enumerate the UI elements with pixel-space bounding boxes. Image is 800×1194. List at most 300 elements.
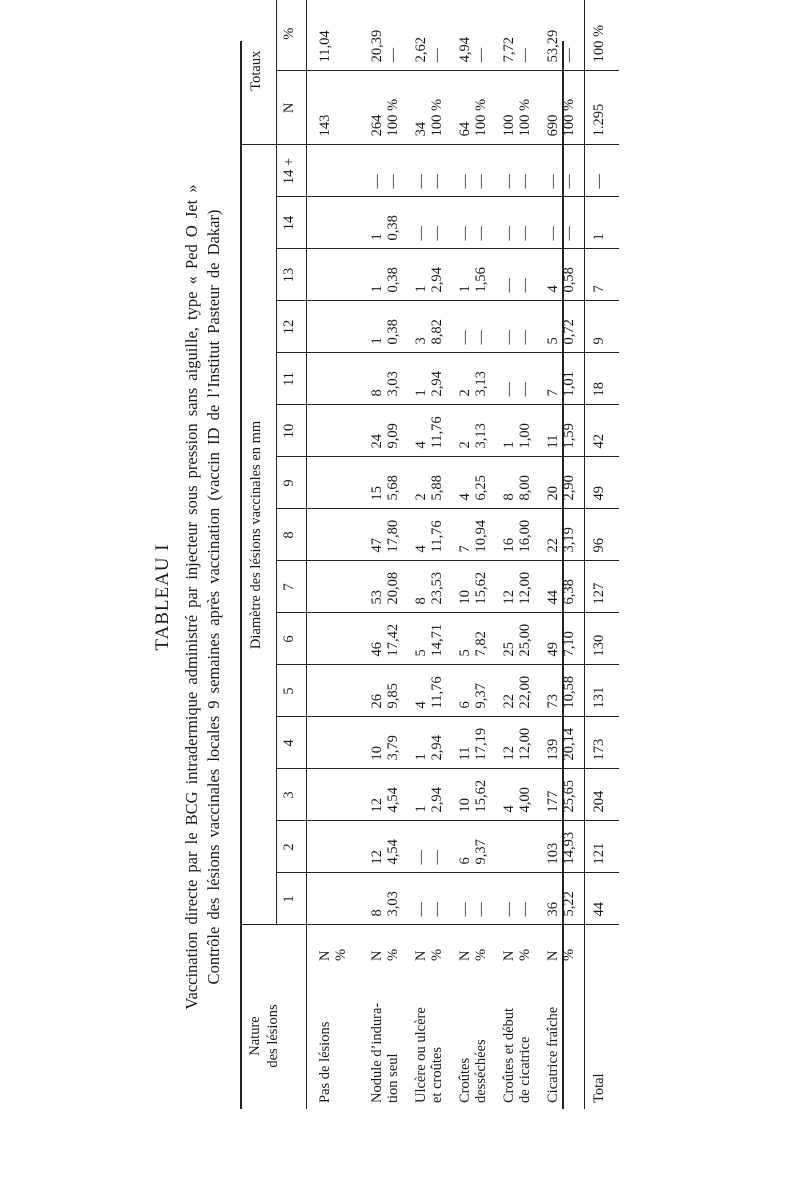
table-cell-line1: — <box>368 174 385 189</box>
diameter-col-header: 12 <box>277 301 307 353</box>
row-unit-line1: N <box>500 950 517 961</box>
table-cell-line2: 3,13 <box>472 371 489 397</box>
table-cell-line2: — <box>516 226 533 241</box>
table-cell-line1: 1 <box>412 285 429 293</box>
table-cell <box>541 561 585 613</box>
total-cell: 1 <box>585 197 619 249</box>
table-cell <box>497 873 541 925</box>
table-cell-line1: 7 <box>456 545 473 553</box>
total-pct-cell-line2: — <box>384 47 401 63</box>
table-cell-line2: 15,62 <box>472 571 489 605</box>
table-cell-line1: 22 <box>544 538 561 553</box>
table-cell <box>365 353 409 405</box>
nature-header-line2: des lésions <box>265 1004 281 1068</box>
table-cell-line2: 9,37 <box>472 683 489 709</box>
total-pct-cell-line1: 7,72 <box>500 37 517 63</box>
table-cell-line1: — <box>456 226 473 241</box>
row-unit-line2: % <box>516 948 533 961</box>
diameter-col-header: 11 <box>277 353 307 405</box>
table-cell-line1: — <box>544 174 561 189</box>
table-cell-line2: 3,19 <box>560 527 577 553</box>
total-pct-cell-line2: — <box>516 47 533 63</box>
total-cell: 49 <box>585 457 619 509</box>
total-n-cell-line1: 100 <box>500 114 517 137</box>
table-cell <box>409 405 453 457</box>
table-cell-line2: 16,00 <box>516 519 533 553</box>
table-cell <box>497 717 541 769</box>
total-cell: 121 <box>585 821 619 873</box>
table-cell-line2: 9,37 <box>472 839 489 865</box>
table-cell-line1: 4 <box>412 701 429 709</box>
table-cell <box>365 301 409 353</box>
diameter-col-header: 10 <box>277 405 307 457</box>
table-cell-line2: 5,22 <box>560 891 577 917</box>
table-cell <box>365 665 409 717</box>
table-cell-line1: 12 <box>368 850 385 865</box>
row-unit-line2: % <box>384 948 401 961</box>
diameter-col-header: 13 <box>277 249 307 301</box>
diameter-col-header: 14 <box>277 197 307 249</box>
table-cell <box>541 457 585 509</box>
table-cell-line2: 23,53 <box>428 571 445 605</box>
total-pct-cell-line1: 20,39 <box>368 29 385 63</box>
table-cell-line1: 4 <box>412 441 429 449</box>
table-cell-line1: 15 <box>368 486 385 501</box>
table-cell-line2: — <box>516 174 533 189</box>
table-cell-line1: — <box>500 174 517 189</box>
table-cell-line2: 20,14 <box>560 727 577 761</box>
table-cell <box>409 717 453 769</box>
table-cell-line1: 22 <box>500 694 517 709</box>
table-cell <box>453 145 497 197</box>
table-cell-line2: 14,93 <box>560 831 577 865</box>
table-cell-line2: 0,72 <box>560 319 577 345</box>
table-cell <box>541 301 585 353</box>
table-cell-line1: 1 <box>412 805 429 813</box>
row-label-line2: desséchées <box>472 1039 489 1103</box>
table-cell <box>365 561 409 613</box>
table-cell-line2: 25,65 <box>560 779 577 813</box>
table-cell <box>453 509 497 561</box>
total-cell: — <box>585 145 619 197</box>
row-label <box>365 963 409 1109</box>
table-cell-line2: 5,88 <box>428 475 445 501</box>
table-cell <box>453 301 497 353</box>
table-cell <box>497 301 541 353</box>
table-cell-line1: 11 <box>544 434 561 449</box>
table-cell-line2: 1,00 <box>516 423 533 449</box>
table-cell <box>307 197 365 249</box>
table-cell-line2: 17,19 <box>472 727 489 761</box>
row-label-line1: Ulcère ou ulcère <box>412 1007 429 1103</box>
table-cell-line2: — <box>428 850 445 865</box>
total-cell: 18 <box>585 353 619 405</box>
total-cell: 42 <box>585 405 619 457</box>
table-cell-line2: 11,76 <box>428 416 445 449</box>
table-cell <box>307 405 365 457</box>
total-cell: 9 <box>585 301 619 353</box>
table-cell-line1: 47 <box>368 538 385 553</box>
table-cell <box>365 821 409 873</box>
table-cell-line2: 5,68 <box>384 475 401 501</box>
table-cell <box>365 769 409 821</box>
table-cell-line2: 22,00 <box>516 675 533 709</box>
total-pct-cell-line1: 53,29 <box>544 29 561 63</box>
table-cell-line1: — <box>500 902 517 917</box>
table-cell-line2: 2,94 <box>428 735 445 761</box>
table-row <box>541 0 585 1109</box>
row-label-line2: tion seul <box>384 1053 401 1103</box>
row-unit <box>307 925 365 963</box>
total-n-cell <box>541 71 585 145</box>
row-unit-line2: % <box>560 948 577 961</box>
table-cell-line1: 6 <box>456 857 473 865</box>
table-cell-line2: 1,56 <box>472 267 489 293</box>
table-cell <box>541 197 585 249</box>
table-cell <box>307 665 365 717</box>
table-cell-line2: — <box>472 226 489 241</box>
totals-n-header: N <box>277 71 307 145</box>
row-unit-line2: % <box>472 948 489 961</box>
table-cell-line2: 2,94 <box>428 371 445 397</box>
table-cell <box>307 561 365 613</box>
table-cell-line2: 1,01 <box>560 371 577 397</box>
row-label-line1: Pas de lésions <box>317 1021 333 1103</box>
table-cell <box>365 145 409 197</box>
table-cell <box>365 717 409 769</box>
table-cell <box>453 249 497 301</box>
table-cell <box>307 873 365 925</box>
table-cell <box>409 249 453 301</box>
table-cell-line1: 10 <box>456 798 473 813</box>
table-cell <box>497 613 541 665</box>
total-n-cell-line1: 690 <box>544 114 561 137</box>
table-row <box>307 0 365 1109</box>
total-n-cell <box>307 71 365 145</box>
table-cell-line1: 1 <box>368 233 385 241</box>
row-label-line1: Cicatrice fraîche <box>544 1006 561 1103</box>
table-cell <box>409 197 453 249</box>
total-pct-cell-line2: — <box>472 47 489 63</box>
table-cell <box>453 665 497 717</box>
table-cell-line1: 10 <box>368 746 385 761</box>
diameter-col-header: 8 <box>277 509 307 561</box>
table-cell-line2: 2,90 <box>560 475 577 501</box>
table-cell <box>365 197 409 249</box>
table-cell-line1: 103 <box>544 842 561 865</box>
table-cell-line2: — <box>516 278 533 293</box>
table-cell-line2: 17,42 <box>384 623 401 657</box>
grand-total-n: 1.295 <box>585 71 619 145</box>
table-cell <box>497 249 541 301</box>
table-cell-line1: — <box>456 330 473 345</box>
table-cell <box>307 769 365 821</box>
table-cell-line1: 53 <box>368 590 385 605</box>
table-cell-line1: 44 <box>544 590 561 605</box>
table-cell <box>409 873 453 925</box>
table-cell-line2: 7,82 <box>472 631 489 657</box>
table-cell-line2: 11,76 <box>428 520 445 553</box>
table-cell <box>497 821 541 873</box>
table-cell-line1: 2 <box>412 493 429 501</box>
table-cell-line1: 4 <box>412 545 429 553</box>
table-cell-line2: 10,94 <box>472 519 489 553</box>
table-cell-line2: 14,71 <box>428 623 445 657</box>
table-cell-line2: 0,38 <box>384 319 401 345</box>
row-unit <box>453 925 497 963</box>
table-cell-line1: 46 <box>368 642 385 657</box>
table-cell-line2: 25,00 <box>516 623 533 657</box>
table-cell-line2: 0,38 <box>384 267 401 293</box>
row-unit <box>497 925 541 963</box>
table-cell-line1: 25 <box>500 642 517 657</box>
total-n-cell-line2: 100 % <box>516 98 533 137</box>
table-cell-line2: 12,00 <box>516 727 533 761</box>
table-cell-line1: 20 <box>544 486 561 501</box>
total-n-cell-line1: 64 <box>456 121 473 137</box>
table-cell <box>307 301 365 353</box>
table-cell <box>497 353 541 405</box>
table-cell-line1: 12 <box>500 746 517 761</box>
total-pct-cell <box>541 0 585 71</box>
table-cell-line2: 1,59 <box>560 423 577 449</box>
total-pct-cell <box>365 0 409 71</box>
table-cell-line2: 0,38 <box>384 215 401 241</box>
table-subtitle-line2: Contrôle des lésions vaccinales locales 9 semaines après vaccination (vaccin ID de l’Institut Pasteur de Dakar) <box>204 209 223 985</box>
row-label <box>497 963 541 1109</box>
table-cell-line2: 3,03 <box>384 891 401 917</box>
table-cell <box>541 717 585 769</box>
total-cell: 130 <box>585 613 619 665</box>
total-pct-cell-line1: 2,62 <box>412 37 429 63</box>
row-label <box>307 963 365 1109</box>
row-label-line1: Croûtes <box>456 1057 473 1103</box>
table-cell <box>453 197 497 249</box>
total-n-cell-line1: 264 <box>368 114 385 137</box>
totals-pct-header: % <box>277 0 307 71</box>
table-cell <box>497 405 541 457</box>
table-cell-line1: 16 <box>500 538 517 553</box>
table-cell <box>453 353 497 405</box>
table-cell-line2: 9,09 <box>384 423 401 449</box>
total-cell: 44 <box>585 873 619 925</box>
table-cell-line2: — <box>428 174 445 189</box>
diameter-header: Diamètre des lésions vaccinales en mm <box>242 145 277 925</box>
total-pct-cell <box>409 0 453 71</box>
table-cell <box>541 665 585 717</box>
results-table <box>240 24 607 1109</box>
table-cell <box>307 613 365 665</box>
nature-header-line1: Nature <box>247 1016 263 1056</box>
table-cell-line2: 20,08 <box>384 571 401 605</box>
table-cell-line1: 1 <box>500 441 517 449</box>
table-cell-line1: — <box>544 226 561 241</box>
table-cell-line1: 24 <box>368 434 385 449</box>
table-cell-line2: 15,62 <box>472 779 489 813</box>
table-row <box>453 0 497 1109</box>
table-cell <box>365 457 409 509</box>
table-cell-line2: 9,85 <box>384 683 401 709</box>
diameter-col-header: 7 <box>277 561 307 613</box>
row-unit-line1: N <box>317 950 333 961</box>
diameter-col-header: 6 <box>277 613 307 665</box>
table-cell-line1: 1 <box>368 337 385 345</box>
table-cell-line1: 8 <box>500 493 517 501</box>
table-cell <box>365 613 409 665</box>
table-cell-line2: 0,58 <box>560 267 577 293</box>
table-cell-line2: 4,54 <box>384 839 401 865</box>
table-cell-line2: 17,80 <box>384 519 401 553</box>
table-cell <box>453 717 497 769</box>
table-cell <box>307 457 365 509</box>
table-cell-line1: 1 <box>456 285 473 293</box>
table-cell-line1: 8 <box>368 389 385 397</box>
total-cell: 127 <box>585 561 619 613</box>
table-cell <box>497 769 541 821</box>
table-cell <box>409 561 453 613</box>
table-cell <box>497 561 541 613</box>
table-cell-line1: — <box>412 226 429 241</box>
table-cell <box>307 821 365 873</box>
table-cell-line1: 4 <box>544 285 561 293</box>
row-label <box>409 963 453 1109</box>
table-cell-line2: — <box>516 382 533 397</box>
table-cell-line2: — <box>472 330 489 345</box>
table-cell-line2: — <box>516 902 533 917</box>
table-cell <box>409 145 453 197</box>
table-cell-line1: 1 <box>368 285 385 293</box>
table-cell-line1: 4 <box>456 493 473 501</box>
total-n-cell-line2: 100 % <box>560 98 577 137</box>
total-cell: 131 <box>585 665 619 717</box>
table-cell-line1: 1 <box>412 389 429 397</box>
table-cell <box>365 509 409 561</box>
total-n-cell-line2: 100 % <box>472 98 489 137</box>
table-title: TABLEAU I <box>152 543 173 651</box>
row-unit-line1: N <box>544 950 561 961</box>
table-cell-line1: 73 <box>544 694 561 709</box>
table-cell-line2: — <box>472 174 489 189</box>
table-cell-line1: — <box>500 382 517 397</box>
table-cell <box>307 509 365 561</box>
total-pct-cell-line1: 4,94 <box>456 37 473 63</box>
table-cell-line2: — <box>428 226 445 241</box>
row-label-line1: Croûtes et début <box>500 1007 517 1103</box>
total-n-cell <box>453 71 497 145</box>
table-cell-line2: 10,58 <box>560 675 577 709</box>
table-cell-line1: 6 <box>456 701 473 709</box>
nature-header <box>242 963 307 1109</box>
table-cell-line1: 1 <box>412 753 429 761</box>
table-cell <box>365 249 409 301</box>
table-cell-line1: 7 <box>544 389 561 397</box>
diameter-col-header: 9 <box>277 457 307 509</box>
table-cell-line2: 4,54 <box>384 787 401 813</box>
table-cell <box>453 873 497 925</box>
table-cell <box>541 613 585 665</box>
table-cell <box>453 821 497 873</box>
table-cell <box>541 249 585 301</box>
table-cell <box>541 509 585 561</box>
table-cell-line2: 4,00 <box>516 787 533 813</box>
row-label <box>453 963 497 1109</box>
table-cell-line1: — <box>412 902 429 917</box>
row-unit-line1: N <box>412 950 429 961</box>
table-cell <box>453 457 497 509</box>
table-cell-line1: — <box>500 330 517 345</box>
total-cell: 96 <box>585 509 619 561</box>
table-cell <box>409 457 453 509</box>
table-cell-line1: 49 <box>544 642 561 657</box>
total-pct-cell <box>497 0 541 71</box>
total-n-cell <box>409 71 453 145</box>
row-unit <box>409 925 453 963</box>
table-cell <box>307 353 365 405</box>
table-row <box>409 0 453 1109</box>
table-cell <box>497 197 541 249</box>
table-cell-line1: 10 <box>456 590 473 605</box>
row-unit-line2: % <box>333 948 349 961</box>
table-cell-line2: 6,25 <box>472 475 489 501</box>
table-cell-line2: 8,00 <box>516 475 533 501</box>
total-pct-cell-line1: 11,04 <box>317 30 333 63</box>
table-cell <box>409 353 453 405</box>
table-cell <box>497 145 541 197</box>
table-cell-line2: 12,00 <box>516 571 533 605</box>
totals-header: Totaux <box>242 0 277 145</box>
table-cell-line2: — <box>428 902 445 917</box>
table-cell-line2: — <box>560 174 577 189</box>
total-n-cell-line2: 100 % <box>428 98 445 137</box>
table-cell-line1: 36 <box>544 902 561 917</box>
table-row <box>497 0 541 1109</box>
total-n-cell-line1: 34 <box>412 121 429 137</box>
table-cell-line1: 5 <box>412 649 429 657</box>
table-cell-line1: — <box>412 174 429 189</box>
table-cell <box>541 145 585 197</box>
table-cell <box>409 301 453 353</box>
table-cell-line1: 2 <box>456 441 473 449</box>
table-cell-line2: 2,94 <box>428 787 445 813</box>
table-cell-line2: 3,79 <box>384 735 401 761</box>
table-cell-line1: — <box>456 902 473 917</box>
table-cell <box>453 405 497 457</box>
table-cell <box>365 873 409 925</box>
table-cell <box>541 405 585 457</box>
table-cell-line2: — <box>384 174 401 189</box>
table-cell <box>365 405 409 457</box>
grand-total-pct: 100 % <box>585 0 619 71</box>
total-pct-cell <box>307 0 365 71</box>
table-cell-line1: 139 <box>544 738 561 761</box>
total-n-cell-line2: 100 % <box>384 98 401 137</box>
table-cell-line1: 2 <box>456 389 473 397</box>
total-label: Total <box>585 963 619 1109</box>
total-pct-cell-line2: — <box>560 47 577 63</box>
table-cell <box>497 509 541 561</box>
diameter-col-header: 5 <box>277 665 307 717</box>
table-cell-line2: 11,76 <box>428 676 445 709</box>
table-cell <box>409 665 453 717</box>
total-n-cell <box>365 71 409 145</box>
table-row <box>365 0 409 1109</box>
table-cell-line2: — <box>516 330 533 345</box>
table-cell <box>409 509 453 561</box>
diameter-col-header: 1 <box>277 873 307 925</box>
table-cell-line2: 2,94 <box>428 267 445 293</box>
row-unit <box>365 925 409 963</box>
table-cell <box>409 769 453 821</box>
